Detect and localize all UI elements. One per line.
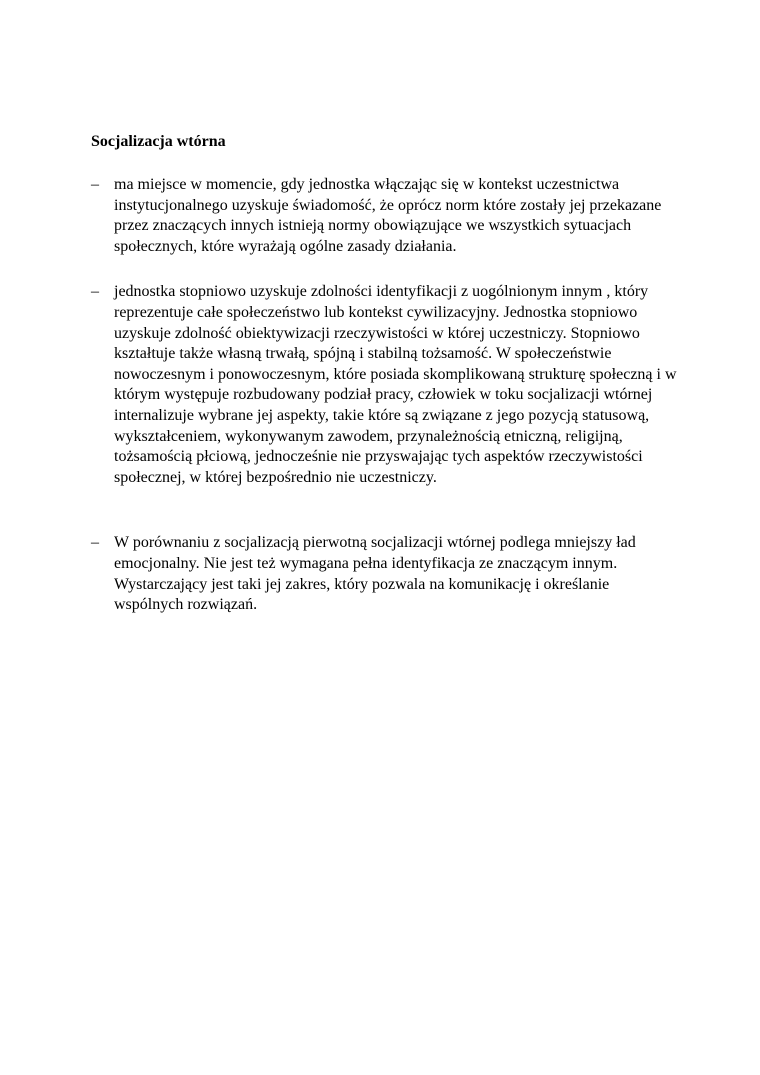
bullet-dash: – bbox=[91, 176, 99, 193]
list-item-text: W porównaniu z socjalizacją pierwotną socjalizacji wtórnej podlega mniejszy ład emocjonalny. Nie jest też wymagana pełna identyfikacja ze znaczącym innym. Wystarczający jest taki jej zakres, który pozwala na komunikację i określanie wspólnych rozwiązań. bbox=[114, 534, 636, 614]
list-item-text: jednostka stopniowo uzyskuje zdolności identyfikacji z uogólnionym innym , który reprezentuje całe społeczeństwo lub kontekst cywilizacyjny. Jednostka stopniowo uzyskuje zdolność obiektywizacji rzeczywistości w której uczestniczy. Stopniowo kształtuje także własną trwałą, spójną i stabilną tożsamość. W społeczeństwie nowoczesnym i ponowoczesnym, które posiada skomplikowaną strukturę społeczną i w którym występuje rozbudowany podział pracy, człowiek w toku socjalizacji wtórnej internalizuje wybrane jej aspekty, takie które są związane z jego pozycją statusową, wykształceniem, wykonywanym zawodem, przynależnością etniczną, religijną, tożsamością płciową, jednocześnie nie przyswajając tych aspektów rzeczywistości społecznej, w której bezpośrednio nie uczestniczy. bbox=[114, 283, 677, 486]
list-item bbox=[91, 533, 681, 615]
list-item bbox=[91, 175, 681, 257]
bullet-list bbox=[91, 175, 681, 616]
list-item-text: ma miejsce w momencie, gdy jednostka włączając się w kontekst uczestnictwa instytucjonalnego uzyskuje świadomość, że oprócz norm które zostały jej przekazane przez znaczących innych istnieją normy obowiązujące we wszystkich sytuacjach społecznych, które wyrażają ogólne zasady działania. bbox=[114, 176, 662, 255]
bullet-dash: – bbox=[91, 283, 99, 301]
document-title: Socjalizacja wtórna bbox=[91, 133, 226, 150]
list-item bbox=[91, 282, 681, 488]
bullet-dash: – bbox=[91, 534, 99, 552]
